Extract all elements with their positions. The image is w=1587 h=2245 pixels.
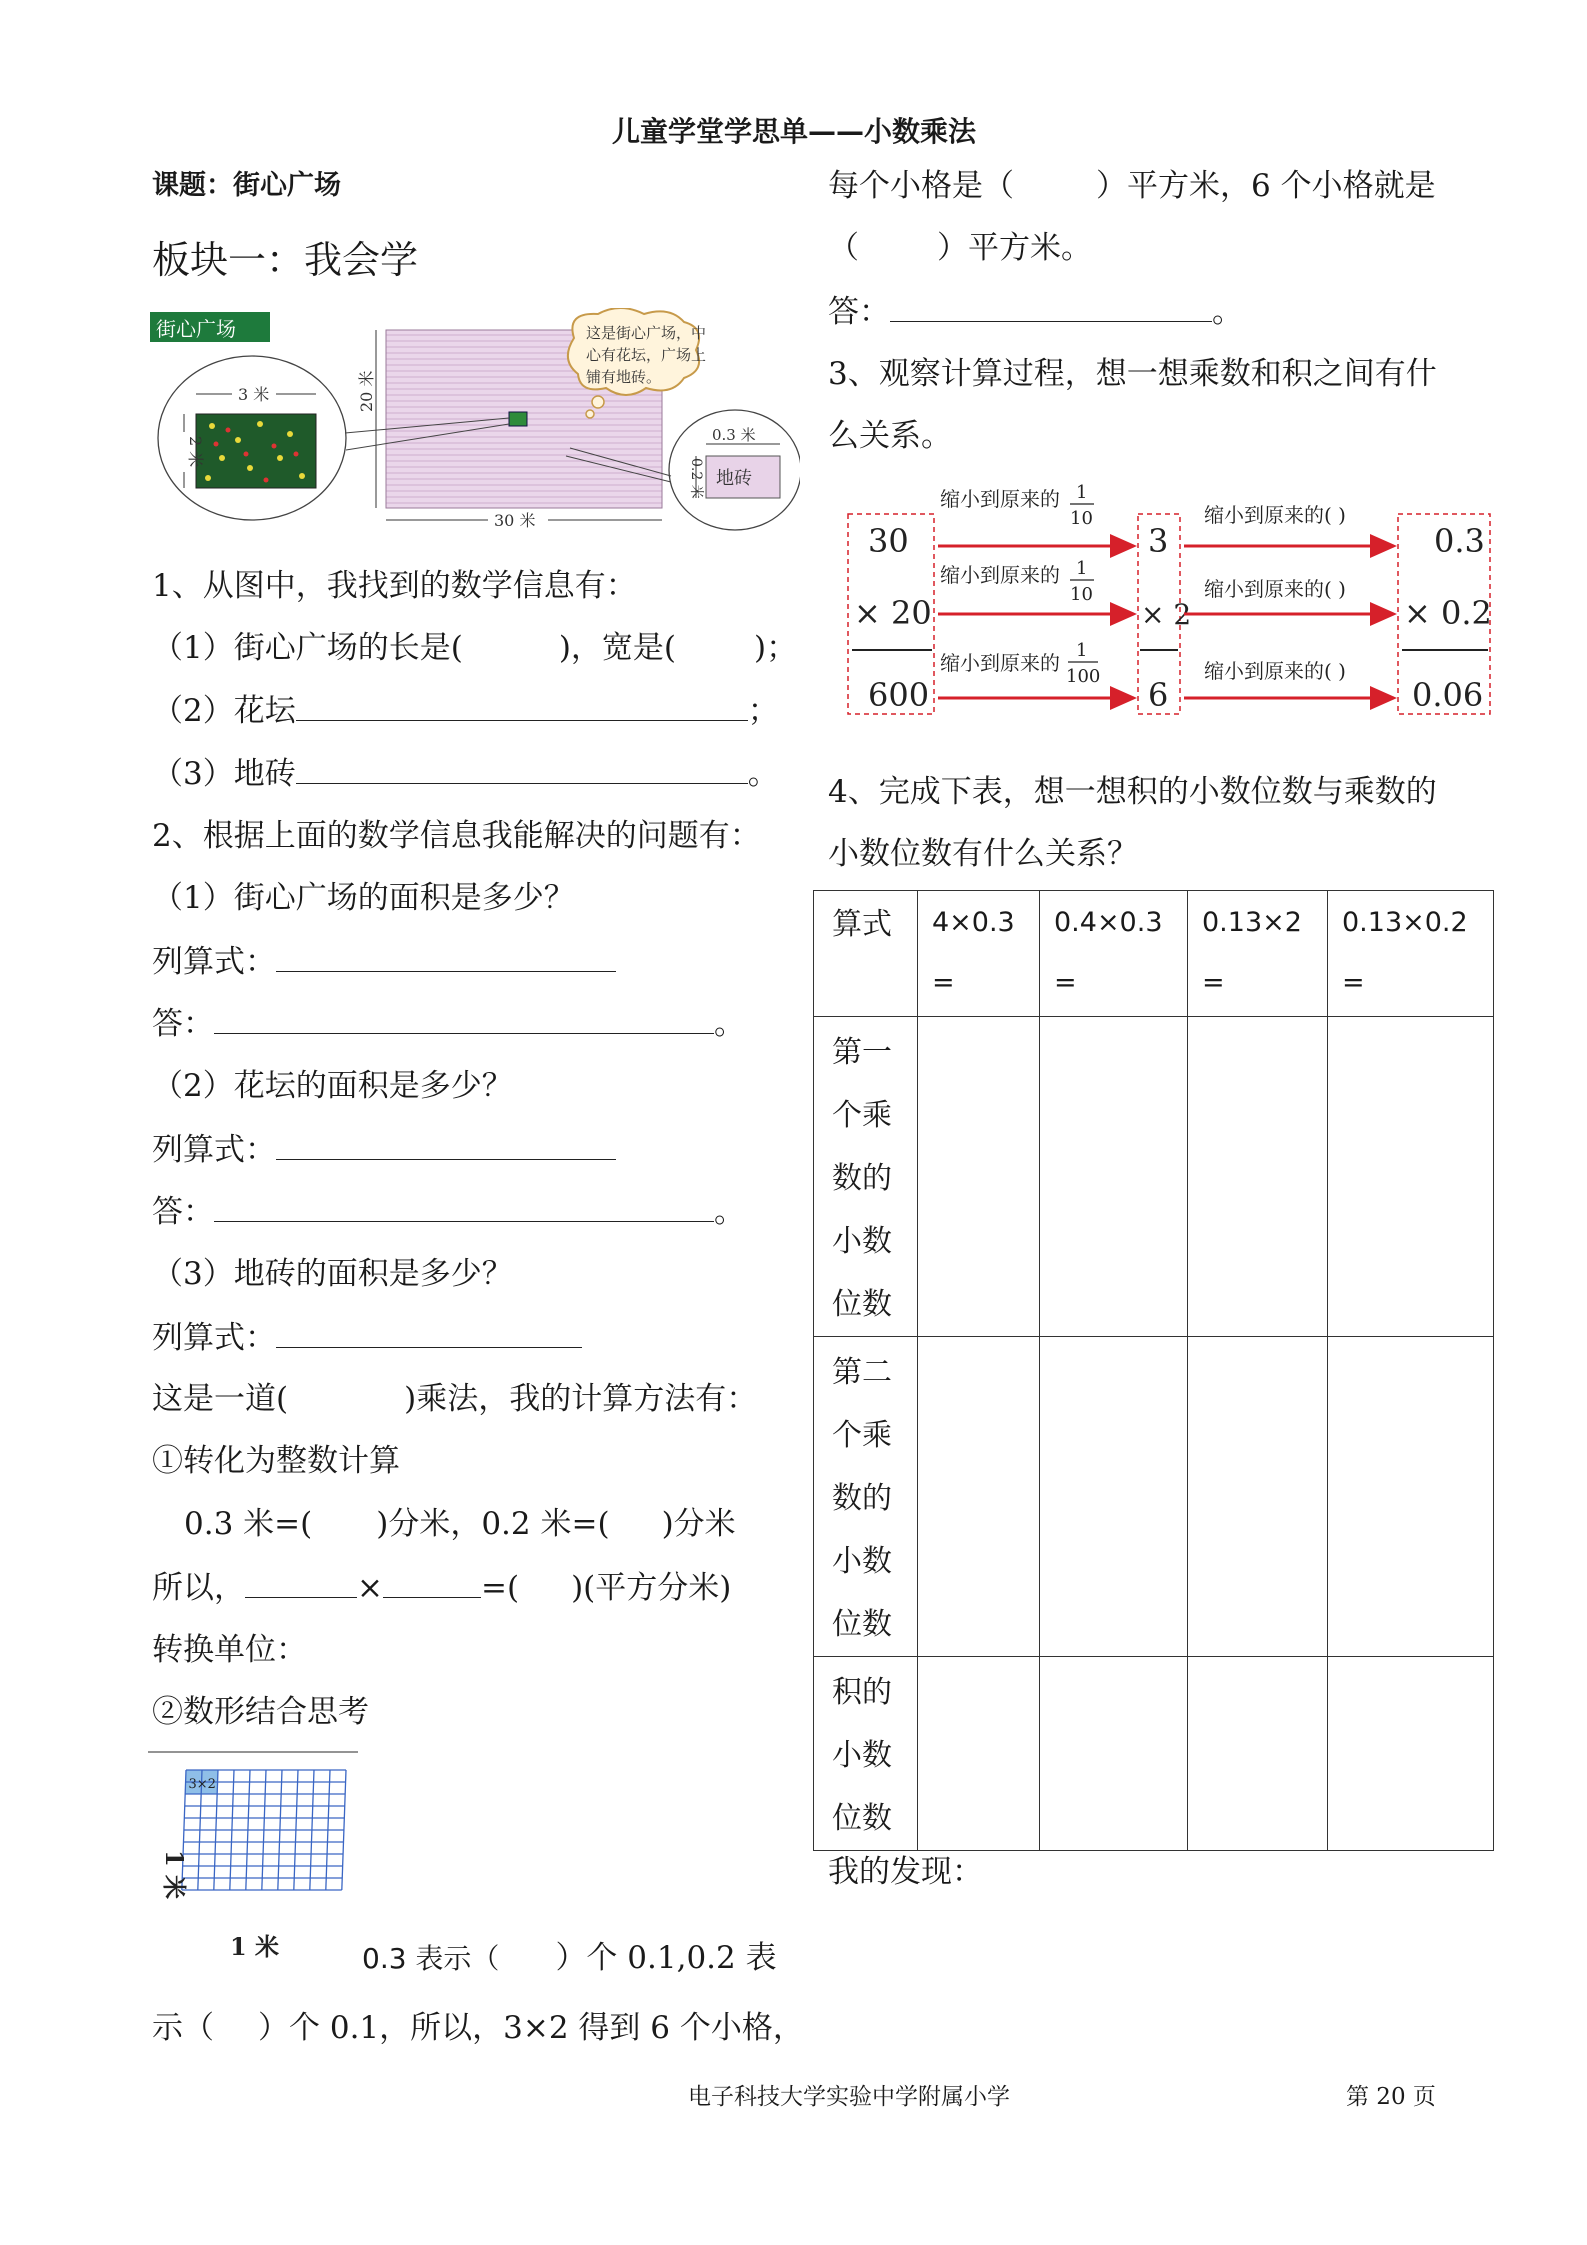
svg-text:10: 10: [1070, 584, 1093, 605]
svg-text:100: 100: [1066, 666, 1101, 687]
factor-line-2[interactable]: [383, 1567, 481, 1598]
question-4: 4、完成下表，想一想积的小数位数与乘数的: [828, 774, 1437, 810]
svg-text:缩小到原来的: 缩小到原来的: [940, 563, 1060, 587]
formula-row-1: 列算式：: [152, 941, 616, 982]
represent-line-1: 0.3 表示（ ）个 0.1,0.2 表: [362, 1940, 777, 1976]
table-col-3[interactable]: 0.13×2 =: [1188, 891, 1328, 1017]
answer-row-1: 答： 。: [152, 1003, 745, 1044]
formula-line-3[interactable]: [276, 1317, 582, 1348]
question-4-cont: 小数位数有什么关系？: [828, 836, 1138, 872]
represent-line-2: 示（ ）个 0.1，所以，3×2 得到 6 个小格，: [152, 2010, 804, 2046]
svg-text:缩小到原来的( ): 缩小到原来的( ): [1204, 659, 1346, 683]
table-header-expr: 算式: [814, 891, 918, 1017]
page-title: 儿童学堂学思单——小数乘法: [612, 115, 977, 148]
footer-page: 第 20 页: [1346, 2084, 1436, 2110]
answer-line-right[interactable]: [890, 291, 1212, 322]
dim-02m: 0.2 米: [688, 458, 704, 499]
method-line: 这是一道( )乘法，我的计算方法有：: [152, 1381, 758, 1417]
method-2: ②数形结合思考: [152, 1694, 369, 1730]
answer-row-2: 答： 。: [152, 1191, 745, 1232]
c1: 0.3: [1434, 522, 1485, 560]
grid-side-label-v: 1 米: [160, 1850, 189, 1900]
formula-line-2[interactable]: [276, 1129, 616, 1160]
table-cell[interactable]: [918, 1337, 1040, 1657]
q2-1: （1）街心广场的面积是多少？: [152, 880, 575, 916]
svg-text:10: 10: [1070, 508, 1093, 529]
flowerbed-mini: [509, 412, 527, 426]
svg-text:1: 1: [1076, 640, 1088, 661]
svg-text:缩小到原来的: 缩小到原来的: [940, 487, 1060, 511]
a2: × 20: [854, 594, 932, 632]
tile-info-line[interactable]: [296, 753, 748, 784]
row-label-second-factor: 第二 个乘 数的 小数 位数: [814, 1337, 918, 1657]
question-2: 2、根据上面的数学信息我能解决的问题有：: [152, 818, 761, 854]
table-cell[interactable]: [1040, 1337, 1188, 1657]
dim-03m: 0.3 米: [712, 426, 756, 444]
dim-2m: 2 米: [186, 436, 205, 468]
tile-label: 地砖: [716, 468, 752, 489]
q2-2: （2）花坛的面积是多少？: [152, 1068, 513, 1104]
q1-1: （1）街心广场的长是( )，宽是( )；: [152, 630, 798, 666]
answer-line-2[interactable]: [214, 1191, 714, 1222]
multiplication-figure: [846, 472, 1492, 724]
cont-line-2: （ ）平方米。: [828, 230, 1092, 266]
plaza-figure: [150, 308, 800, 540]
dim-20m: 20 米: [357, 370, 376, 412]
unit-convert: 转换单位：: [152, 1632, 307, 1668]
answer-row-right: 答： 。: [828, 291, 1243, 332]
table-cell[interactable]: [1328, 1017, 1494, 1337]
method-1: ①转化为整数计算: [152, 1443, 400, 1479]
dim-30m: 30 米: [494, 511, 536, 530]
c3: 0.06: [1412, 676, 1484, 714]
a3: 600: [868, 676, 930, 714]
svg-text:这是街心广场，中: 这是街心广场，中: [586, 324, 707, 342]
table-cell[interactable]: [918, 1017, 1040, 1337]
svg-text:缩小到原来的: 缩小到原来的: [940, 651, 1060, 675]
table-cell[interactable]: [1188, 1337, 1328, 1657]
formula-row-2: 列算式：: [152, 1129, 616, 1170]
grid-side-label-h: 1 米: [230, 1932, 280, 1961]
table-cell[interactable]: [918, 1657, 1040, 1851]
table-cell[interactable]: [1328, 1657, 1494, 1851]
formula-line-1[interactable]: [276, 941, 616, 972]
factor-line-1[interactable]: [245, 1567, 357, 1598]
flowerbed-info-line[interactable]: [296, 690, 748, 721]
row-label-product: 积的 小数 位数: [814, 1657, 918, 1851]
q1-2: （2）花坛 ；: [152, 690, 779, 731]
answer-line-1[interactable]: [214, 1003, 714, 1034]
table-cell[interactable]: [1040, 1657, 1188, 1851]
svg-text:铺有地砖。: 铺有地砖。: [586, 368, 662, 386]
c2: × 0.2: [1404, 594, 1492, 632]
question-3: 3、观察计算过程，想一想乘数和积之间有什: [828, 356, 1437, 392]
table-cell[interactable]: [1188, 1657, 1328, 1851]
finding-label: 我的发现：: [828, 1854, 983, 1890]
b2: × 2: [1141, 598, 1192, 631]
banner-text: 街心广场: [156, 317, 236, 341]
svg-text:1: 1: [1076, 558, 1088, 579]
table-col-1[interactable]: 4×0.3 =: [918, 891, 1040, 1017]
table-cell[interactable]: [1040, 1017, 1188, 1337]
question-3-cont: 么关系。: [828, 418, 952, 454]
b3: 6: [1148, 676, 1169, 714]
decimal-places-table: [813, 890, 1494, 1851]
row-label-first-factor: 第一 个乘 数的 小数 位数: [814, 1017, 918, 1337]
svg-text:缩小到原来的( ): 缩小到原来的( ): [1204, 577, 1346, 601]
svg-text:缩小到原来的( ): 缩小到原来的( ): [1204, 503, 1346, 527]
table-cell[interactable]: [1188, 1017, 1328, 1337]
dim-3m: 3 米: [238, 385, 270, 404]
lesson-topic: 课题：街心广场: [152, 170, 341, 201]
q1-3: （3）地砖 。: [152, 753, 779, 794]
a1: 30: [868, 522, 909, 560]
b1: 3: [1148, 522, 1169, 560]
so-line: 所以， × =( )(平方分米): [152, 1567, 731, 1608]
section-heading: 板块一：我会学: [152, 238, 419, 282]
q2-3: （3）地砖的面积是多少？: [152, 1256, 513, 1292]
cont-line-1: 每个小格是（ ）平方米，6 个小格就是: [828, 168, 1436, 204]
conversion-line: 0.3 米=( )分米，0.2 米=( )分米: [184, 1506, 736, 1542]
table-cell[interactable]: [1328, 1337, 1494, 1657]
footer-school: 电子科技大学实验中学附属小学: [688, 2084, 1010, 2110]
grid-cell-label: 3×2: [188, 1777, 217, 1792]
svg-text:1: 1: [1076, 482, 1088, 503]
table-col-2[interactable]: 0.4×0.3 =: [1040, 891, 1188, 1017]
grid-figure: [148, 1750, 368, 1965]
table-col-4[interactable]: 0.13×0.2 =: [1328, 891, 1494, 1017]
question-1: 1、从图中，我找到的数学信息有：: [152, 568, 637, 604]
formula-row-3: 列算式：: [152, 1317, 582, 1358]
svg-text:心有花坛，广场上: 心有花坛，广场上: [586, 346, 707, 364]
